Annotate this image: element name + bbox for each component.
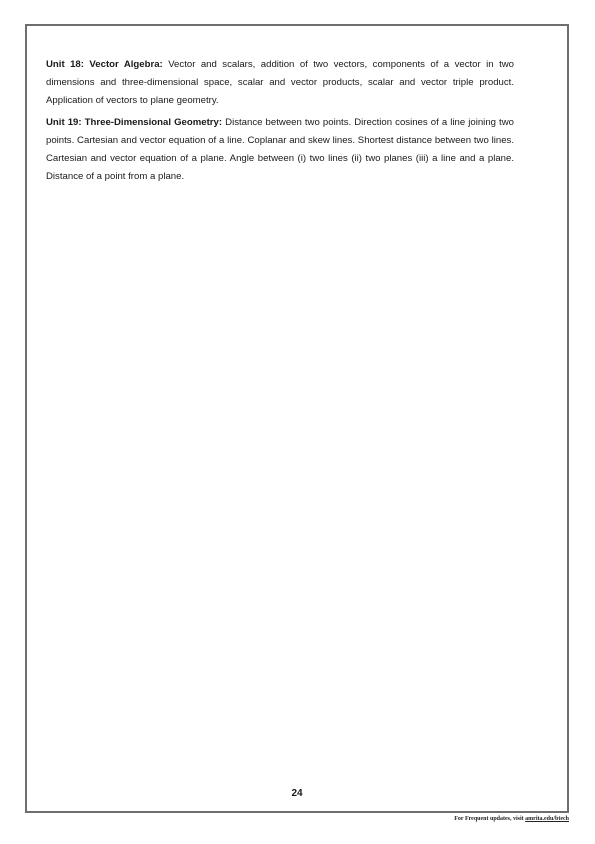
unit-19-paragraph	[46, 114, 514, 186]
footer-note	[454, 816, 569, 822]
page-number: 24	[291, 788, 303, 799]
unit-18-body: Vector and scalars, addition of two vectors, components of a vector in two dimensions and three-dimensional space, scalar and vector products, scalar and vector triple product. Application of vectors to plane geometry.	[46, 59, 514, 106]
footer-prefix: For Frequent updates, visit	[454, 816, 526, 822]
footer-link[interactable]: amrita.edu/btech	[525, 816, 569, 822]
unit-18-title: Unit 18: Vector Algebra:	[46, 59, 163, 70]
unit-19-body: Distance between two points. Direction cosines of a line joining two points. Cartesian and vector equation of a line. Coplanar and skew lines. Shortest distance between two lines. Cartesian and vector equation of a plane. Angle between (i) two lines (ii) two planes (iii) a line and a plane. Distance of a point from a plane.	[46, 117, 514, 182]
unit-19-title: Unit 19: Three-Dimensional Geometry:	[46, 117, 223, 128]
page-border	[25, 24, 569, 813]
page-content	[46, 56, 514, 190]
unit-18-paragraph	[46, 56, 514, 110]
